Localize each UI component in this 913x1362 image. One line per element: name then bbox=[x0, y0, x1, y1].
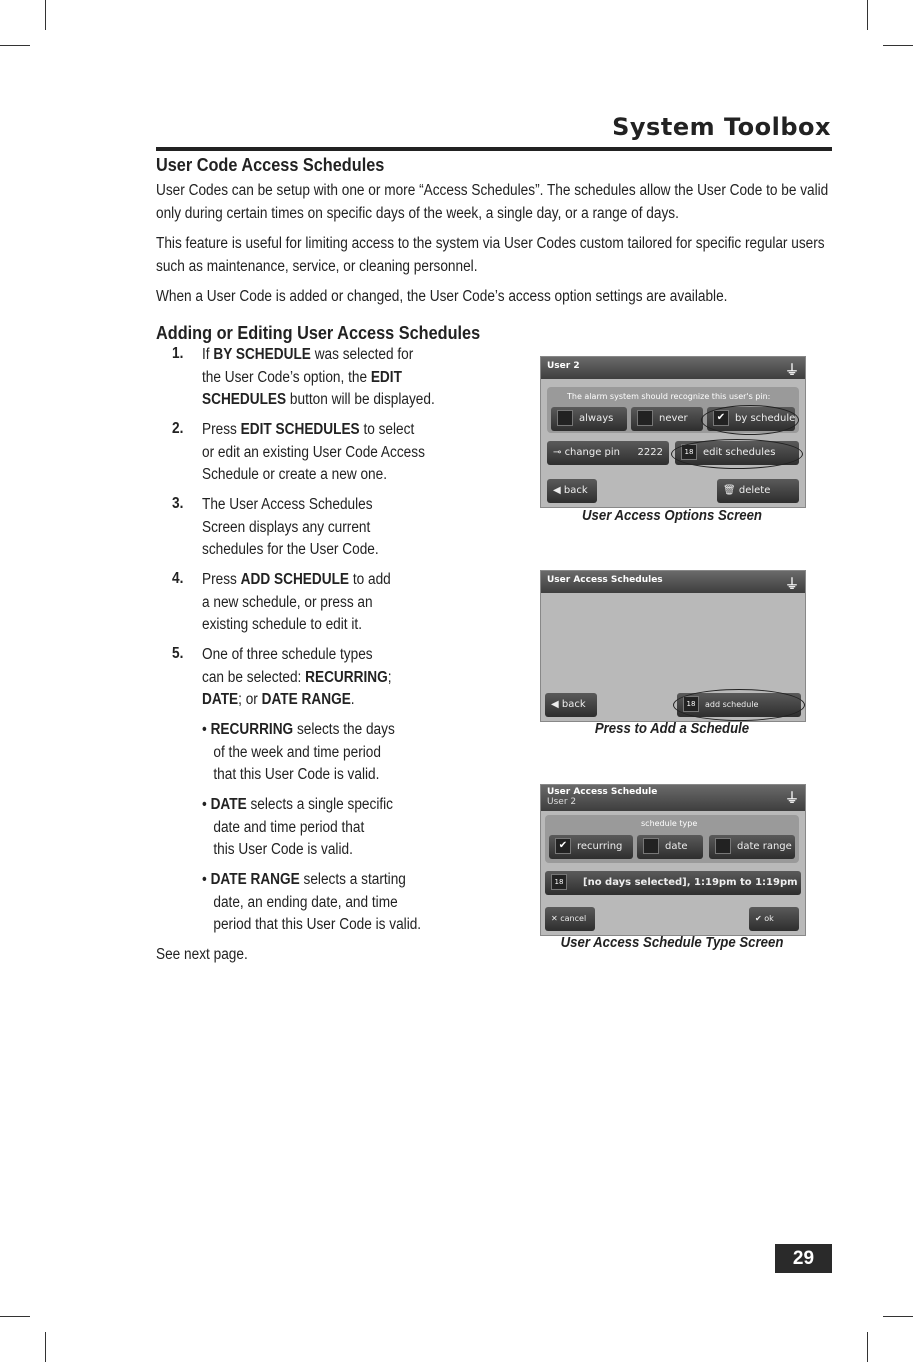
checkmark-icon: ✔ bbox=[755, 914, 765, 923]
delete-button[interactable]: 🗑 delete bbox=[717, 479, 799, 503]
date-button[interactable]: date bbox=[637, 835, 703, 859]
step-text: If BY SCHEDULE was selected for the User Code’s option, the EDIT SCHEDULES button will be displayed. bbox=[202, 346, 435, 408]
crop-mark bbox=[0, 45, 30, 46]
step-text: The User Access Schedules Screen displays any current schedules for the User Code. bbox=[202, 496, 379, 558]
trash-icon: 🗑 bbox=[723, 485, 739, 496]
checkbox-icon bbox=[643, 838, 659, 854]
checkmark-icon: ✔ bbox=[555, 838, 571, 854]
highlight-circle bbox=[673, 689, 805, 721]
bullet-text: • DATE RANGE selects a starting date, an ending date, and time period that this User Code is valid. bbox=[202, 871, 422, 933]
crop-mark bbox=[45, 0, 46, 30]
bullet-text: • RECURRING selects the days of the week and time period that this User Code is valid. bbox=[202, 721, 395, 783]
screenshot-caption: User Access Schedule Type Screen bbox=[560, 934, 784, 951]
step-number: 5. bbox=[172, 645, 184, 662]
power-plug-icon: ⏚ bbox=[785, 791, 799, 807]
checkbox-icon bbox=[557, 410, 573, 426]
recurring-button[interactable]: ✔ recurring bbox=[549, 835, 633, 859]
screenshot-caption: Press to Add a Schedule bbox=[594, 720, 750, 737]
crop-mark bbox=[0, 1316, 30, 1317]
screen-title: User 2 bbox=[547, 361, 580, 371]
step-number: 4. bbox=[172, 570, 184, 587]
schedule-summary-field[interactable]: 18 [no days selected], 1:19pm to 1:19pm bbox=[545, 871, 801, 895]
step-number: 1. bbox=[172, 345, 184, 362]
step-number: 2. bbox=[172, 420, 184, 437]
crop-mark bbox=[883, 1316, 913, 1317]
highlight-circle bbox=[671, 439, 803, 469]
step-text: Press ADD SCHEDULE to add a new schedule, or press an existing schedule to edit it. bbox=[202, 571, 391, 633]
always-button[interactable]: always bbox=[551, 407, 627, 431]
back-arrow-icon: ◀ bbox=[551, 699, 562, 710]
step-text: Press EDIT SCHEDULES to select or edit an existing User Code Access Schedule or create a new one. bbox=[202, 421, 425, 483]
back-button[interactable]: ◀ back bbox=[545, 693, 597, 717]
add-schedule-button[interactable]: 18 add schedule bbox=[677, 693, 801, 717]
page-number: 29 bbox=[775, 1244, 832, 1273]
calendar-icon: 18 bbox=[681, 444, 697, 460]
paragraph: When a User Code is added or changed, the User Code’s access option settings are available. bbox=[156, 288, 728, 305]
schedule-type-screenshot bbox=[540, 784, 806, 936]
date-range-button[interactable]: date range bbox=[709, 835, 795, 859]
screen-title-bar bbox=[541, 357, 805, 379]
power-plug-icon: ⏚ bbox=[785, 577, 799, 593]
back-arrow-icon: ◀ bbox=[553, 485, 564, 496]
user-access-options-screenshot bbox=[540, 356, 806, 508]
calendar-icon: 18 bbox=[551, 874, 567, 890]
screen-title-bar bbox=[541, 571, 805, 593]
never-button[interactable]: never bbox=[631, 407, 703, 431]
section-heading: User Code Access Schedules bbox=[156, 154, 385, 175]
checkbox-icon bbox=[715, 838, 731, 854]
step-text: One of three schedule types can be selected: RECURRING; DATE; or DATE RANGE. bbox=[202, 646, 392, 708]
checkmark-icon: ✔ bbox=[713, 410, 729, 426]
by-schedule-button[interactable]: ✔ by schedule bbox=[707, 407, 795, 431]
change-pin-button[interactable]: ⊸ change pin 2222 bbox=[547, 441, 669, 465]
header-rule bbox=[156, 147, 832, 151]
section-heading: Adding or Editing User Access Schedules bbox=[156, 322, 481, 343]
schedule-type-label: schedule type bbox=[641, 819, 698, 828]
crop-mark bbox=[45, 1332, 46, 1362]
paragraph: User Codes can be setup with one or more “Access Schedules”. The schedules allow the User Code to be valid only during certain times on specific days of the week, a single day, or a range of days. bbox=[156, 182, 829, 222]
crop-mark bbox=[883, 45, 913, 46]
intro-section bbox=[156, 154, 832, 317]
power-plug-icon: ⏚ bbox=[785, 363, 799, 379]
page-header-title: System Toolbox bbox=[612, 113, 831, 141]
options-prompt: The alarm system should recognize this user's pin: bbox=[567, 392, 771, 401]
paragraph: This feature is useful for limiting access to the system via User Codes custom tailored for specific regular users such as maintenance, service, or cleaning personnel. bbox=[156, 235, 825, 275]
crop-mark bbox=[867, 0, 868, 30]
screen-title: User Access Schedules bbox=[547, 575, 663, 585]
screen-title-bar bbox=[541, 785, 805, 811]
screenshot-caption: User Access Options Screen bbox=[581, 507, 762, 524]
ok-button[interactable]: ✔ ok bbox=[749, 907, 799, 931]
cancel-button[interactable]: ✕ cancel bbox=[545, 907, 595, 931]
bullet-text: • DATE selects a single specific date and time period that this User Code is valid. bbox=[202, 796, 394, 858]
screen-subtitle: User 2 bbox=[547, 797, 577, 807]
highlight-circle bbox=[701, 405, 799, 435]
edit-schedules-button[interactable]: 18 edit schedules bbox=[675, 441, 799, 465]
key-icon: ⊸ bbox=[553, 447, 565, 458]
calendar-icon: 18 bbox=[683, 696, 699, 712]
footer-note: See next page. bbox=[156, 946, 248, 963]
checkbox-icon bbox=[637, 410, 653, 426]
back-button[interactable]: ◀ back bbox=[547, 479, 597, 503]
crop-mark bbox=[867, 1332, 868, 1362]
screen-title: User Access Schedule bbox=[547, 787, 658, 797]
step-number: 3. bbox=[172, 495, 184, 512]
user-access-schedules-screenshot bbox=[540, 570, 806, 722]
close-icon: ✕ bbox=[551, 914, 561, 923]
